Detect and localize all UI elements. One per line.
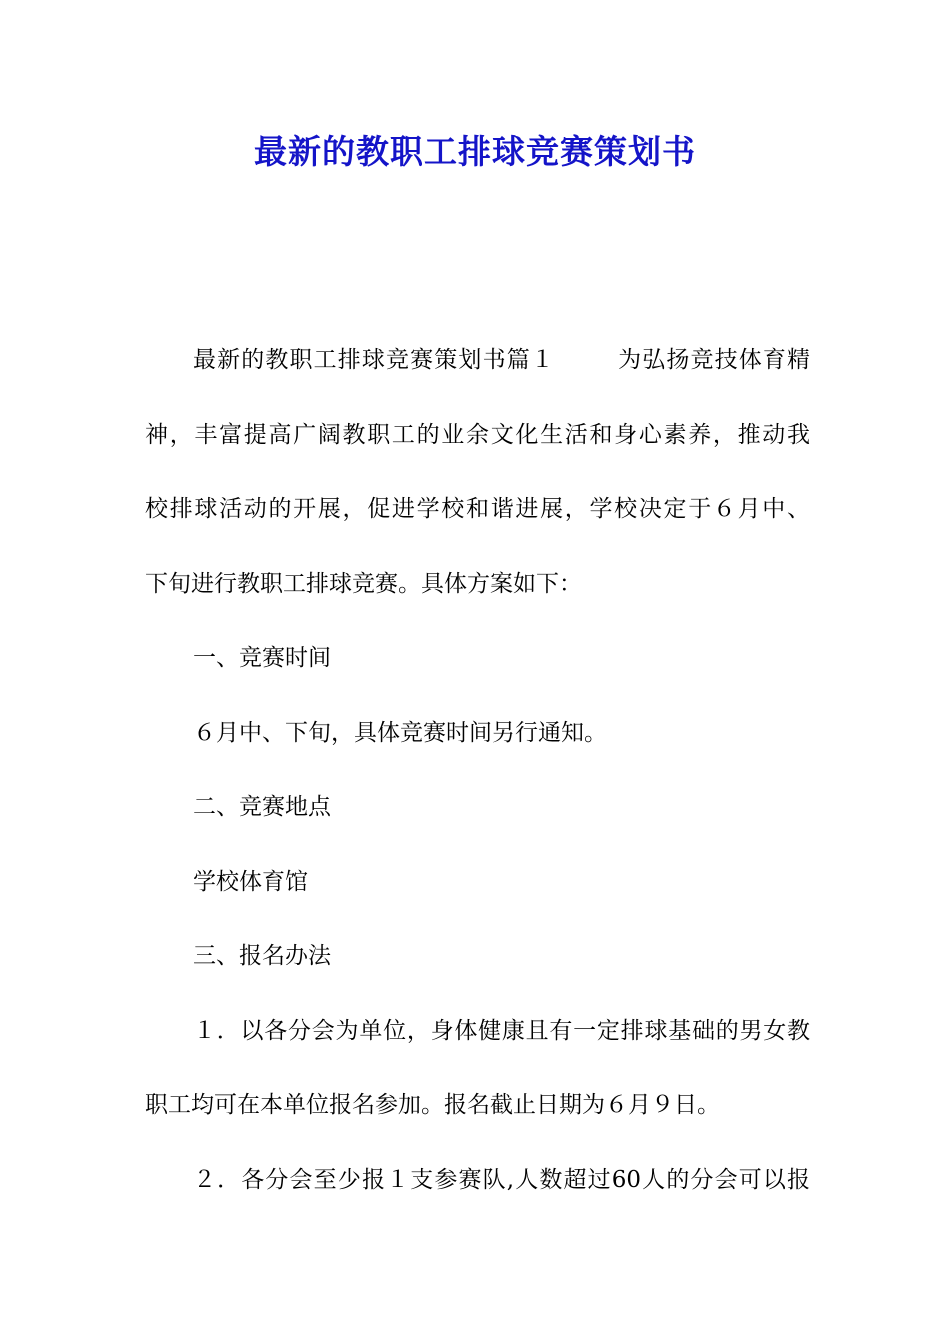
item-1-line-2: 职工均可在本单位报名参加。报名截止日期为６月９日。 [145, 1092, 720, 1118]
section-2-heading: 二、竞赛地点 [193, 794, 331, 820]
intro-line-4: 下旬进行教职工排球竞赛。具体方案如下： [145, 571, 582, 597]
item-1-line-1: １．以各分会为单位，身体健康且有一定排球基础的男女教 [193, 1018, 810, 1044]
section-1-body: ６月中、下旬，具体竞赛时间另行通知。 [193, 720, 607, 746]
intro-line-1 [193, 344, 810, 376]
intro-line-1-tail: 为弘扬竞技体育精 [616, 347, 811, 373]
intro-line-2: 神，丰富提高广阔教职工的业余文化生活和身心素养，推动我 [145, 422, 810, 448]
intro-line-3: 校排球活动的开展，促进学校和谐进展，学校决定于６月中、 [145, 496, 810, 522]
item-2-line-1: ２．各分会至少报１支参赛队,人数超过60人的分会可以报 [193, 1167, 810, 1193]
section-2-body: 学校体育馆 [193, 869, 308, 895]
intro-heading: 最新的教职工排球竞赛策划书篇１ [193, 347, 555, 373]
section-1-heading: 一、竞赛时间 [193, 645, 331, 671]
section-3-heading: 三、报名办法 [193, 943, 331, 969]
document-title: 最新的教职工排球竞赛策划书 [254, 132, 696, 171]
